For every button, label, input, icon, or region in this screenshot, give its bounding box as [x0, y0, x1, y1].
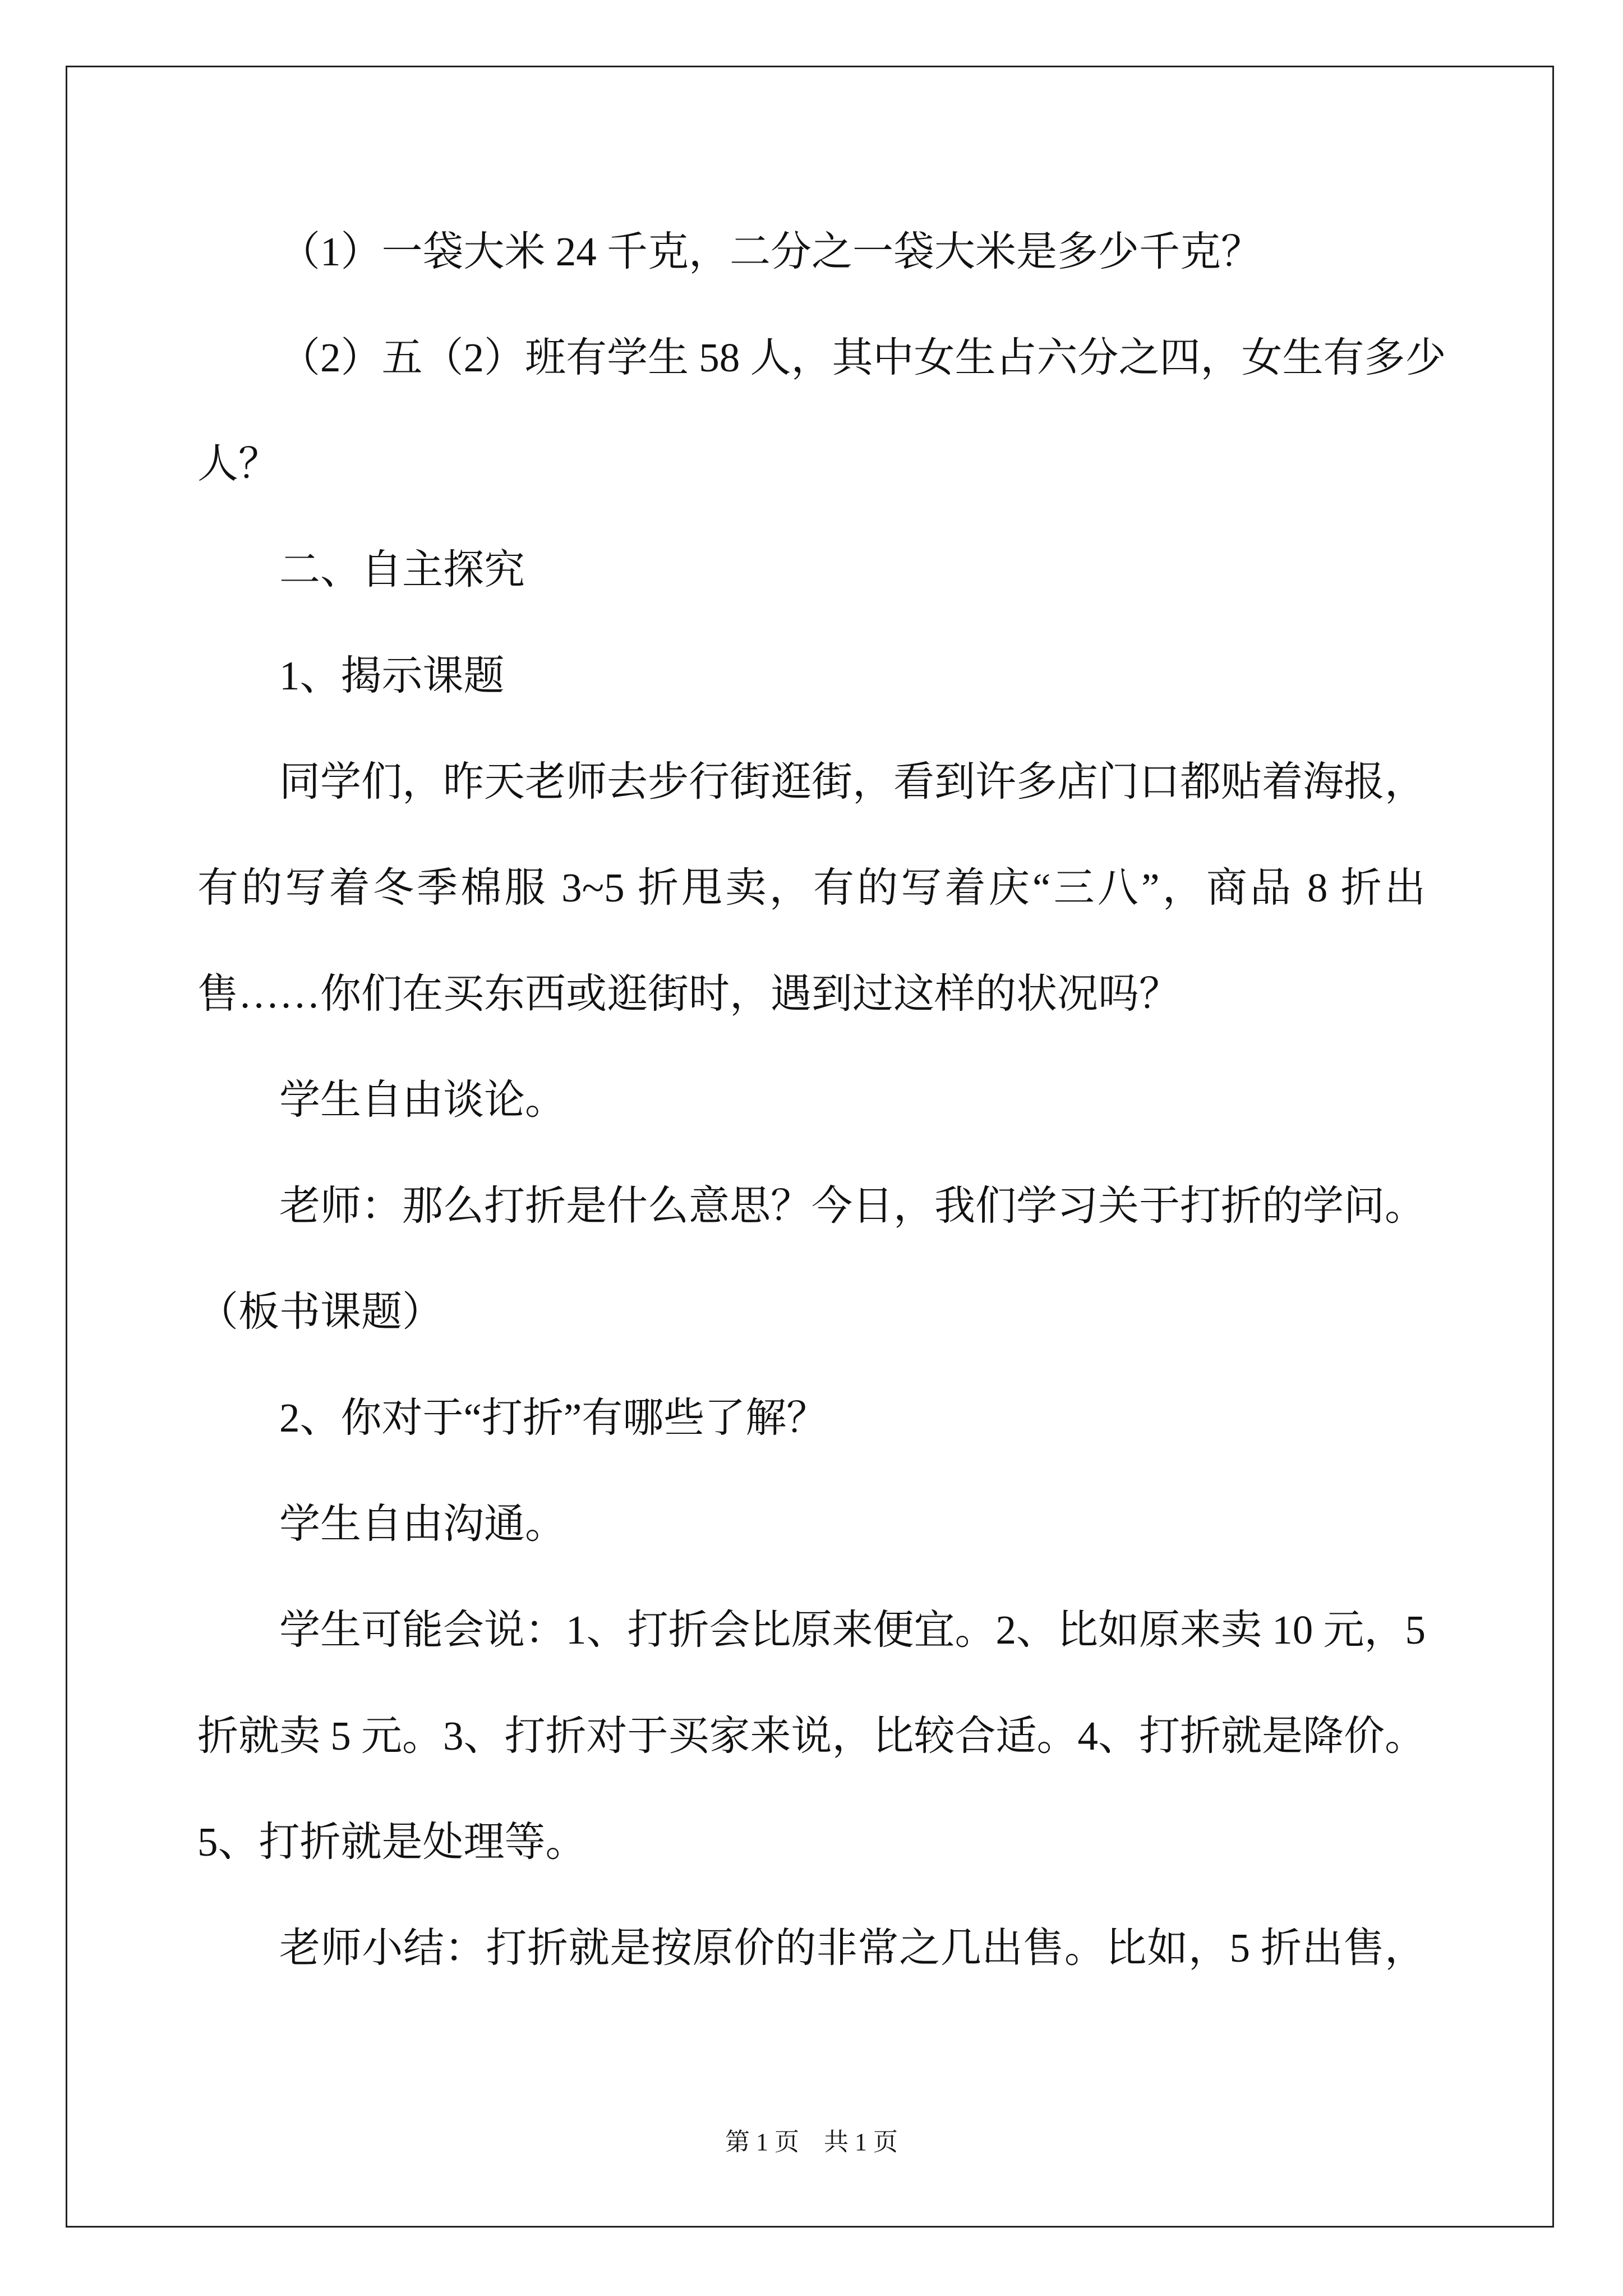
text-line: （2）五（2）班有学生 58 人，其中女生占六分之四，女生有多少	[279, 335, 1446, 380]
text-line: 人？	[197, 441, 279, 486]
student-answers-paragraph	[197, 1577, 1426, 1895]
text-line: 老师小结：打折就是按原价的非常之几出售。比如，5 折出售，	[279, 1925, 1426, 1971]
teacher-summary-paragraph	[197, 1895, 1426, 2001]
intro-paragraph	[197, 729, 1426, 1047]
text-line: 折就卖 5 元。3、打折对于买家来说，比较合适。4、打折就是降价。	[197, 1713, 1426, 1759]
document-body	[197, 199, 1446, 2001]
step-2-heading	[197, 1365, 1426, 1471]
student-exchange-note	[197, 1471, 1426, 1577]
text-line: 售……你们在买东西或逛街时，遇到过这样的状况吗？	[197, 971, 1180, 1016]
text-line: 同学们，昨天老师去步行街逛街，看到许多店门口都贴着海报，	[279, 759, 1426, 804]
exercise-1-paragraph	[197, 199, 1426, 305]
teacher-question-paragraph	[197, 1153, 1426, 1365]
text-line: 学生可能会说：1、打折会比原来便宜。2、比如原来卖 10 元，5	[279, 1607, 1426, 1653]
text-line: 二、自主探究	[279, 547, 525, 592]
text-line: 学生自由谈论。	[279, 1077, 566, 1122]
text-line: 老师：那么打折是什么意思？今日，我们学习关于打折的学问。	[279, 1183, 1426, 1228]
text-line: 1、揭示课题	[279, 653, 505, 698]
text-line: （1）一袋大米 24 千克，二分之一袋大米是多少千克？	[279, 229, 1262, 274]
text-line: 5、打折就是处理等。	[197, 1819, 587, 1865]
page-number-footer: 第 1 页 共 1 页	[725, 2128, 898, 2156]
section-heading	[197, 517, 1426, 623]
text-line: 2、你对于“打折”有哪些了解？	[279, 1395, 828, 1441]
exercise-2-paragraph	[197, 305, 1446, 517]
step-1-heading	[197, 623, 1426, 729]
text-line: 有的写着冬季棉服 3~5 折甩卖，有的写着庆“三八”，商品 8 折出	[197, 865, 1426, 910]
text-line: （板书课题）	[197, 1289, 443, 1335]
text-line: 学生自由沟通。	[279, 1501, 566, 1547]
student-discussion-note	[197, 1047, 1426, 1153]
